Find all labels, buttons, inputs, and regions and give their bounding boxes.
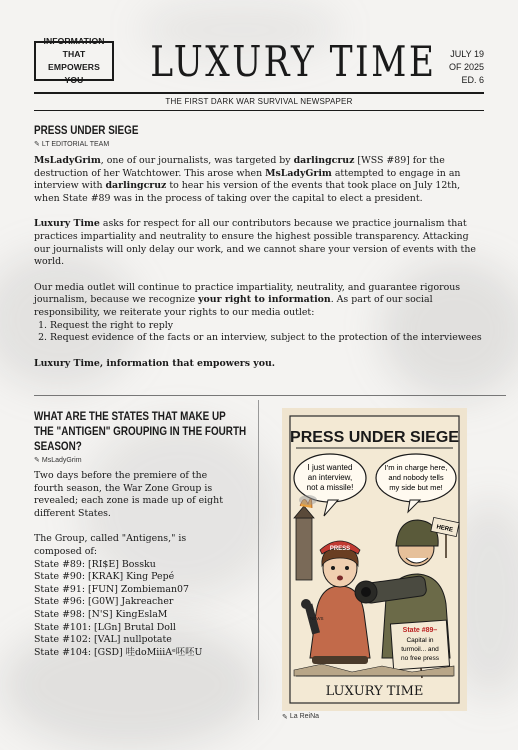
paragraph-1 — [34, 155, 484, 205]
masthead-rule — [34, 92, 484, 94]
states-list — [34, 533, 234, 659]
article-press-under-siege — [34, 125, 484, 370]
cartoon-credit — [282, 713, 319, 721]
sign-line: State #89– — [402, 627, 438, 634]
motto-box — [34, 36, 114, 85]
name-mention: MsLadyGrim — [265, 167, 332, 179]
article-byline — [34, 140, 484, 148]
date-line-1: JULY 19 — [450, 49, 484, 59]
name-mention: darlingcruz — [105, 180, 167, 192]
pencil-icon: ✎ — [34, 457, 40, 464]
sign-line: Capital in — [406, 637, 434, 644]
tagline: THE FIRST DARK WAR SURVIVAL NEWSPAPER — [165, 97, 353, 106]
bubble-line: an interview, — [307, 473, 353, 482]
bubble-line: and nobody tells — [388, 473, 444, 482]
emphasis: your right to information — [198, 294, 331, 306]
bubble-line: I just wanted — [307, 463, 353, 472]
list-item: 2. Request evidence of the facts or an interview, subject to the protection of the interviewees — [50, 332, 484, 345]
list-item: 1. Request the right to reply — [50, 320, 484, 333]
column-divider — [258, 400, 259, 720]
issue-info — [449, 48, 484, 87]
editorial-cartoon — [282, 408, 467, 711]
headline-line: THE "ANTIGEN" GROUPING IN THE FOURTH — [34, 426, 247, 438]
state-entry: State #102: [VAL] nullpotate — [34, 634, 172, 646]
state-entry: State #98: [N'S] KingEslaM — [34, 608, 168, 620]
closing-line — [34, 358, 484, 371]
byline-text: LT EDITORIAL TEAM — [41, 140, 110, 148]
paragraph-2 — [34, 218, 484, 268]
name-mention: darlingcruz — [293, 155, 355, 166]
text-run: attempted to engage in an interview with — [34, 167, 461, 192]
byline-text: MsLadyGrim — [41, 456, 82, 464]
state-entry: State #89: [RI$E] Bossku — [34, 558, 156, 570]
bubble-line: my side but me! — [389, 483, 443, 492]
tagline-rule — [34, 110, 484, 111]
text-run: asks for respect for all our contributors because we practice journalism that practices impartiality and neutrality to ensure the highest possible transparency. Attacking our journalists will only delay our work, and we cannot share your version of events with the world. — [34, 218, 476, 268]
text-run: to hear his version of the events that took place on July 12th, when State #89 was in the process of taking over the capital to elect a president. — [34, 180, 461, 204]
here-sign-label: HERE — [435, 524, 454, 534]
state-entry: State #104: [GSD] 哇doMiiiAᵉ呸呸U — [34, 646, 203, 658]
pencil-icon: ✎ — [34, 141, 40, 148]
name-mention: MsLadyGrim — [34, 155, 101, 166]
text-run: [WSS #89] for the destruction of her Watchtower. This arose when — [34, 155, 445, 179]
state-entry: State #90: [KRAK] King Pepé — [34, 571, 175, 583]
text-run: Our media outlet will continue to practice impartiality, neutrality, and guarantee rigorous journalism, because we recognize — [34, 281, 461, 306]
bubble-line: I'm in charge here, — [384, 463, 448, 472]
sign-line: no free press — [401, 655, 439, 662]
state-entry: State #101: [LGn] Brutal Doll — [34, 621, 176, 633]
group-intro: The Group, called "Antigens," is composed of: — [34, 533, 187, 557]
headline-line: WHAT ARE THE STATES THAT MAKE UP — [34, 411, 226, 423]
credit-text: La ReiNa — [289, 713, 320, 720]
bubble-line: not a missile! — [306, 483, 354, 492]
closing-text: Luxury Time, information that empowers you. — [34, 357, 276, 369]
intro-paragraph: Two days before the premiere of the fourth season, the War Zone Group is revealed; each zone is made up of eight different States. — [34, 470, 223, 519]
edition: ED. 6 — [461, 75, 484, 85]
name-mention: Luxury Time — [34, 218, 100, 230]
cartoon-footer: LUXURY TIME — [325, 684, 424, 699]
motto-text: INFORMATION THAT EMPOWERS YOU — [43, 36, 105, 85]
article-headline: PRESS UNDER SIEGE — [34, 125, 139, 137]
newspaper-title: LUXURY TIME — [150, 37, 437, 86]
article-antigen-states — [34, 410, 247, 659]
date-line-2: OF 2025 — [448, 62, 484, 72]
text-run: . As part of our social responsibility, we reiterate your rights to our media outlet: — [34, 294, 433, 318]
sign-line: turmoil... and — [401, 646, 439, 653]
rights-list — [34, 320, 484, 345]
article-byline — [34, 456, 234, 464]
section-rule — [34, 395, 506, 396]
article-headline — [34, 410, 247, 455]
paragraph-3 — [34, 282, 484, 320]
state-entry: State #96: [G0W] Jakreacher — [34, 596, 174, 608]
headline-line: SEASON? — [34, 441, 82, 453]
cartoon-headline: PRESS UNDER SIEGE — [290, 429, 459, 446]
text-run: , one of our journalists, was targeted by — [100, 155, 294, 166]
news-mic-label: NEWS — [310, 616, 324, 621]
pencil-icon: ✎ — [282, 714, 288, 721]
press-cap-label: PRESS — [329, 546, 351, 552]
state-entry: State #91: [FUN] Zombieman07 — [34, 583, 189, 595]
